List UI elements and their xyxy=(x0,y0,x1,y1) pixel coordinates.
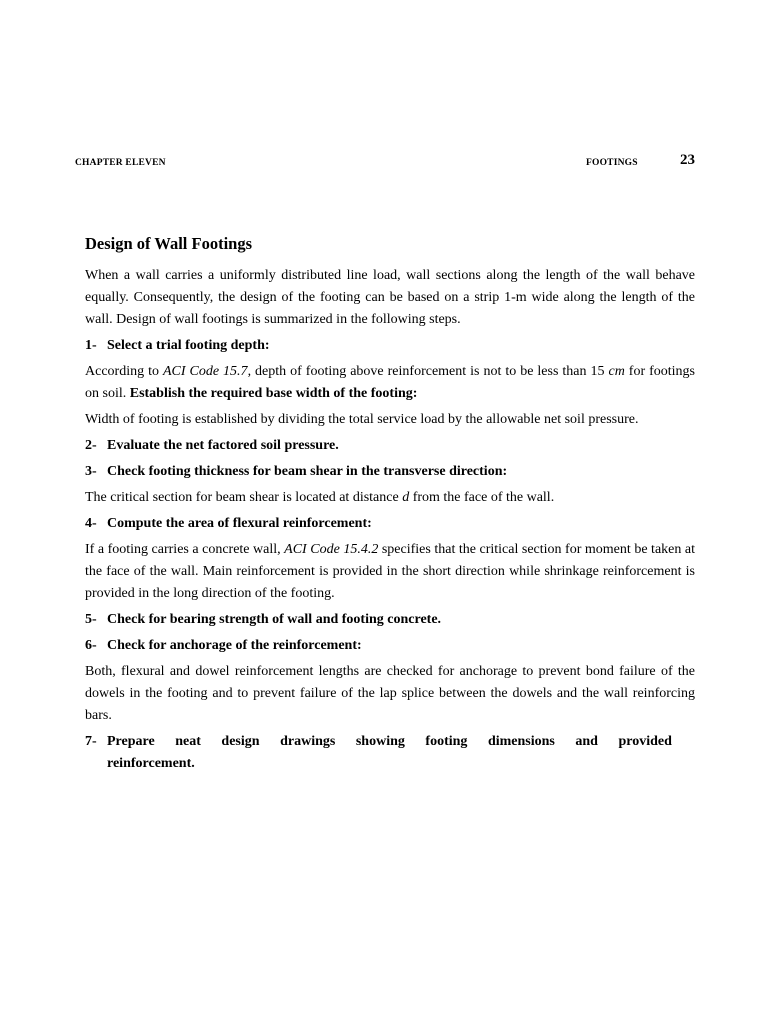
step-7-line-1 xyxy=(107,731,672,753)
step-2-heading xyxy=(85,435,695,457)
step-1-paragraph-1 xyxy=(85,361,695,405)
step-number: 6- xyxy=(85,638,97,653)
step-number: 5- xyxy=(85,612,97,627)
word: footing xyxy=(425,734,468,749)
word: design xyxy=(221,734,260,749)
page-title: Design of Wall Footings xyxy=(85,234,253,253)
text-run: from the face of the wall. xyxy=(409,490,555,505)
step-title: Check footing thickness for beam shear in the transverse direction: xyxy=(107,464,508,479)
code-reference: ACI Code 15.4.2 xyxy=(284,542,379,557)
word: drawings xyxy=(280,734,336,749)
step-title: Check for bearing strength of wall and footing concrete. xyxy=(107,612,442,627)
step-title xyxy=(107,731,695,775)
step-number: 4- xyxy=(85,516,97,531)
code-reference: ACI Code 15.7 xyxy=(162,364,248,379)
running-header xyxy=(75,152,695,174)
text-run: The critical section for beam shear is located at distance xyxy=(85,490,403,505)
step-title: Check for anchorage of the reinforcement: xyxy=(107,638,362,653)
bold-subheading: Establish the required base width of the footing: xyxy=(129,386,418,401)
step-3-paragraph xyxy=(85,487,695,509)
variable: d xyxy=(402,490,410,505)
step-number: 1- xyxy=(85,338,97,353)
text-run: According to xyxy=(85,364,163,379)
step-4-paragraph xyxy=(85,539,695,605)
page-content xyxy=(85,233,695,779)
step-1-paragraph-2: Width of footing is established by dividing the total service load by the allowable net soil pressure. xyxy=(85,412,639,427)
step-number: 7- xyxy=(85,734,97,749)
step-number: 2- xyxy=(85,438,97,453)
step-1-heading xyxy=(85,335,695,357)
section-label: FOOTINGS xyxy=(586,158,638,168)
step-5-heading xyxy=(85,609,695,631)
unit: cm xyxy=(608,364,625,379)
word: Prepare xyxy=(107,734,155,749)
step-7-heading xyxy=(85,731,695,775)
text-run: for footings on soil. xyxy=(85,364,696,401)
word: and xyxy=(575,734,598,749)
intro-paragraph: When a wall carries a uniformly distributed line load, wall sections along the length of the wall behave equally. Consequently, the design of the footing can be based on a strip 1-m wide along the length of the wall. Design of wall footings is summarized in the following steps. xyxy=(85,268,695,327)
step-number: 3- xyxy=(85,464,97,479)
step-6-paragraph: Both, flexural and dowel reinforcement lengths are checked for anchorage to prevent bond failure of the dowels in the footing and to prevent failure of the lap splice between the dowels and the wall reinforcing bars. xyxy=(85,664,695,723)
word: dimensions xyxy=(487,734,555,749)
step-7-line-2: reinforcement. xyxy=(107,756,195,771)
page-number: 23 xyxy=(680,152,695,168)
step-title: Compute the area of flexural reinforcement: xyxy=(107,516,372,531)
step-title: Select a trial footing depth: xyxy=(107,338,270,353)
word: provided xyxy=(618,734,672,749)
step-6-heading xyxy=(85,635,695,657)
step-title: Evaluate the net factored soil pressure. xyxy=(107,438,339,453)
step-3-heading xyxy=(85,461,695,483)
text-run: If a footing carries a concrete wall, xyxy=(85,542,285,557)
text-run: specifies that the critical section for moment be taken at the face of the wall. Main reinforcement is provided in the short direction while shrinkage reinforcement is provided in the long direction of the footing. xyxy=(85,542,695,601)
step-4-heading xyxy=(85,513,695,535)
text-run: , depth of footing above reinforcement is not to be less than 15 xyxy=(247,364,609,379)
word: neat xyxy=(175,734,201,749)
chapter-label: CHAPTER ELEVEN xyxy=(75,158,166,168)
word: showing xyxy=(355,734,405,749)
